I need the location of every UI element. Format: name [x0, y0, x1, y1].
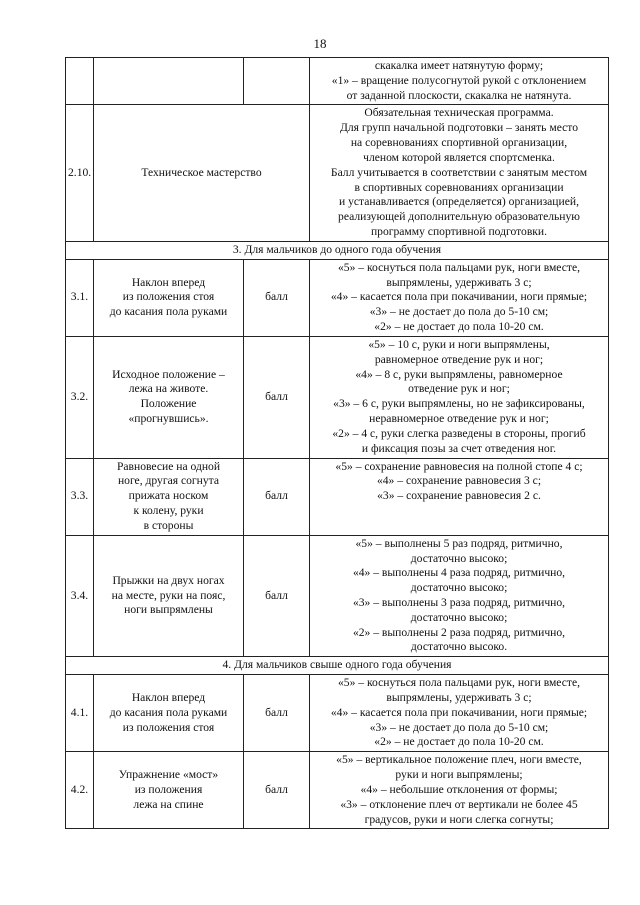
criteria-line: и устанавливается (определяется) организацией, [339, 195, 579, 209]
criteria-line: на соревнованиях спортивной организации, [350, 136, 568, 150]
item-number [66, 58, 94, 105]
exercise-name-line: «прогнувшись». [128, 412, 209, 426]
evaluation-criteria [310, 259, 609, 336]
evaluation-criteria [310, 752, 609, 829]
table-row [66, 105, 609, 241]
exercise-name-line: из положения [134, 782, 203, 796]
criteria-line: «3» – сохранение равновесия 2 с. [377, 489, 541, 503]
criteria-line: «5» – коснуться пола пальцами рук, ноги вместе, [337, 676, 581, 690]
standards-table-body [66, 58, 609, 829]
evaluation-criteria [310, 105, 609, 241]
criteria-line: и фиксация позы за счет отведения ног. [361, 441, 557, 455]
criteria-line: Обязательная техническая программа. [364, 106, 554, 120]
item-number: 4.2. [66, 752, 94, 829]
exercise-name-line: ноге, другая согнута [117, 474, 220, 488]
evaluation-criteria [310, 58, 609, 105]
section-header-row [66, 241, 609, 259]
criteria-line: достаточно высоко; [410, 610, 508, 624]
exercise-name [94, 105, 310, 241]
exercise-name-line: к колену, руки [133, 504, 204, 518]
criteria-line: «4» – касается пола при покачивании, ноги прямые; [330, 290, 588, 304]
exercise-name-line: Равновесие на одной [116, 459, 221, 473]
criteria-line: реализующей дополнительную образовательную [338, 210, 580, 224]
unit-of-measure: балл [244, 458, 310, 535]
criteria-line: «2» – выполнены 2 раза подряд, ритмично, [352, 625, 566, 639]
criteria-line: «2» – 4 с, руки слегка разведены в стороны, прогиб [332, 426, 586, 440]
unit-of-measure: балл [244, 675, 310, 752]
exercise-name-line: до касания пола руками [109, 705, 228, 719]
page-number: 18 [313, 36, 327, 51]
criteria-line: Для групп начальной подготовки – занять место [339, 121, 578, 135]
item-number: 3.2. [66, 336, 94, 458]
standards-table [65, 57, 609, 829]
unit-of-measure: балл [244, 336, 310, 458]
criteria-line: «3» – отклонение плеч от вертикали не более 45 [340, 797, 578, 811]
exercise-name-line: ноги выпрямлены [124, 603, 213, 617]
exercise-name-line: в стороны [143, 518, 194, 532]
criteria-line: членом которой является спортсменка. [363, 150, 555, 164]
section-title: 3. Для мальчиков до одного года обучения [66, 241, 609, 259]
item-number: 3.3. [66, 458, 94, 535]
criteria-line: «3» – не достает до пола до 5-10 см; [369, 720, 549, 734]
evaluation-criteria [310, 458, 609, 535]
unit-of-measure [244, 58, 310, 105]
exercise-name-line: лежа на спине [133, 797, 204, 811]
criteria-line: руки и ноги выпрямлены; [395, 768, 523, 782]
table-row [66, 259, 609, 336]
section-header-row [66, 657, 609, 675]
item-number: 3.1. [66, 259, 94, 336]
section-title: 4. Для мальчиков свыше одного года обучения [66, 657, 609, 675]
exercise-name-line: из положения стоя [122, 290, 215, 304]
item-number: 2.10. [66, 105, 94, 241]
criteria-line: «2» – не достает до пола 10-20 см. [374, 735, 544, 749]
exercise-name-line: Наклон вперед [131, 275, 206, 289]
criteria-line: градусов, руки и ноги слегка согнуты; [364, 812, 554, 826]
criteria-line: «4» – 8 с, руки выпрямлены, равномерное [355, 367, 563, 381]
criteria-line: отведение рук и ног; [408, 382, 510, 396]
exercise-name [94, 752, 244, 829]
evaluation-criteria [310, 535, 609, 657]
table-row [66, 535, 609, 657]
exercise-name [94, 535, 244, 657]
evaluation-criteria [310, 675, 609, 752]
exercise-name-line: Упражнение «мост» [118, 768, 219, 782]
table-row [66, 58, 609, 105]
exercise-name-line: на месте, руки на пояс, [111, 588, 226, 602]
criteria-line: достаточно высоко; [410, 581, 508, 595]
criteria-line: «5» – вертикальное положение плеч, ноги вместе, [336, 753, 582, 767]
unit-of-measure: балл [244, 752, 310, 829]
exercise-name [94, 336, 244, 458]
criteria-line: от заданной плоскости, скакалка не натянута. [346, 88, 572, 102]
exercise-name-line: Положение [140, 397, 197, 411]
table-row [66, 752, 609, 829]
criteria-line: «3» – 6 с, руки выпрямлены, но не зафиксированы, [333, 397, 585, 411]
criteria-line: «2» – не достает до пола 10-20 см. [374, 320, 544, 334]
criteria-line: «4» – касается пола при покачивании, ноги прямые; [330, 705, 588, 719]
criteria-line: «3» – не достает до пола до 5-10 см; [369, 305, 549, 319]
criteria-line: «1» – вращение полусогнутой рукой с отклонением [331, 73, 587, 87]
unit-of-measure: балл [244, 535, 310, 657]
exercise-name-line: Исходное положение – [112, 367, 225, 381]
exercise-name-line: из положения стоя [122, 720, 215, 734]
exercise-name-line: прижата носком [128, 489, 209, 503]
criteria-line: «5» – 10 с, руки и ноги выпрямлены, [368, 337, 550, 351]
table-row [66, 458, 609, 535]
criteria-line: достаточно высоко; [410, 551, 508, 565]
criteria-line: в спортивных соревнованиях организации [354, 180, 564, 194]
table-row [66, 675, 609, 752]
exercise-name [94, 58, 244, 105]
criteria-line: «5» – сохранение равновесия на полной стопе 4 с; [335, 459, 583, 473]
exercise-name-line: Техническое мастерство [141, 165, 262, 179]
criteria-line: неравномерное отведение рук и ног; [369, 412, 549, 426]
criteria-line: «5» – выполнены 5 раз подряд, ритмично, [355, 536, 563, 550]
item-number: 3.4. [66, 535, 94, 657]
criteria-line: «4» – выполнены 4 раза подряд, ритмично, [352, 566, 566, 580]
criteria-line: «4» – небольшие отклонения от формы; [360, 782, 558, 796]
exercise-name [94, 675, 244, 752]
table-row [66, 336, 609, 458]
criteria-line: скакалка имеет натянутую форму; [374, 59, 544, 72]
unit-of-measure: балл [244, 259, 310, 336]
exercise-name-line: Прыжки на двух ногах [112, 573, 225, 587]
evaluation-criteria [310, 336, 609, 458]
criteria-line: «5» – коснуться пола пальцами рук, ноги вместе, [337, 260, 581, 274]
exercise-name-line: Наклон вперед [131, 690, 206, 704]
criteria-line: Балл учитывается в соответствии с занятым местом [330, 165, 588, 179]
criteria-line: равномерное отведение рук и ног; [374, 352, 544, 366]
item-number: 4.1. [66, 675, 94, 752]
exercise-name-line: до касания пола руками [109, 305, 228, 319]
exercise-name [94, 458, 244, 535]
criteria-line: программу спортивной подготовки. [370, 225, 548, 239]
criteria-line: «3» – выполнены 3 раза подряд, ритмично, [352, 595, 566, 609]
criteria-line: выпрямлены, удерживать 3 с; [386, 275, 532, 289]
exercise-name-line: лежа на животе. [128, 382, 209, 396]
criteria-line: достаточно высоко. [410, 640, 508, 654]
criteria-line: выпрямлены, удерживать 3 с; [386, 690, 532, 704]
exercise-name [94, 259, 244, 336]
criteria-line: «4» – сохранение равновесия 3 с; [376, 474, 542, 488]
